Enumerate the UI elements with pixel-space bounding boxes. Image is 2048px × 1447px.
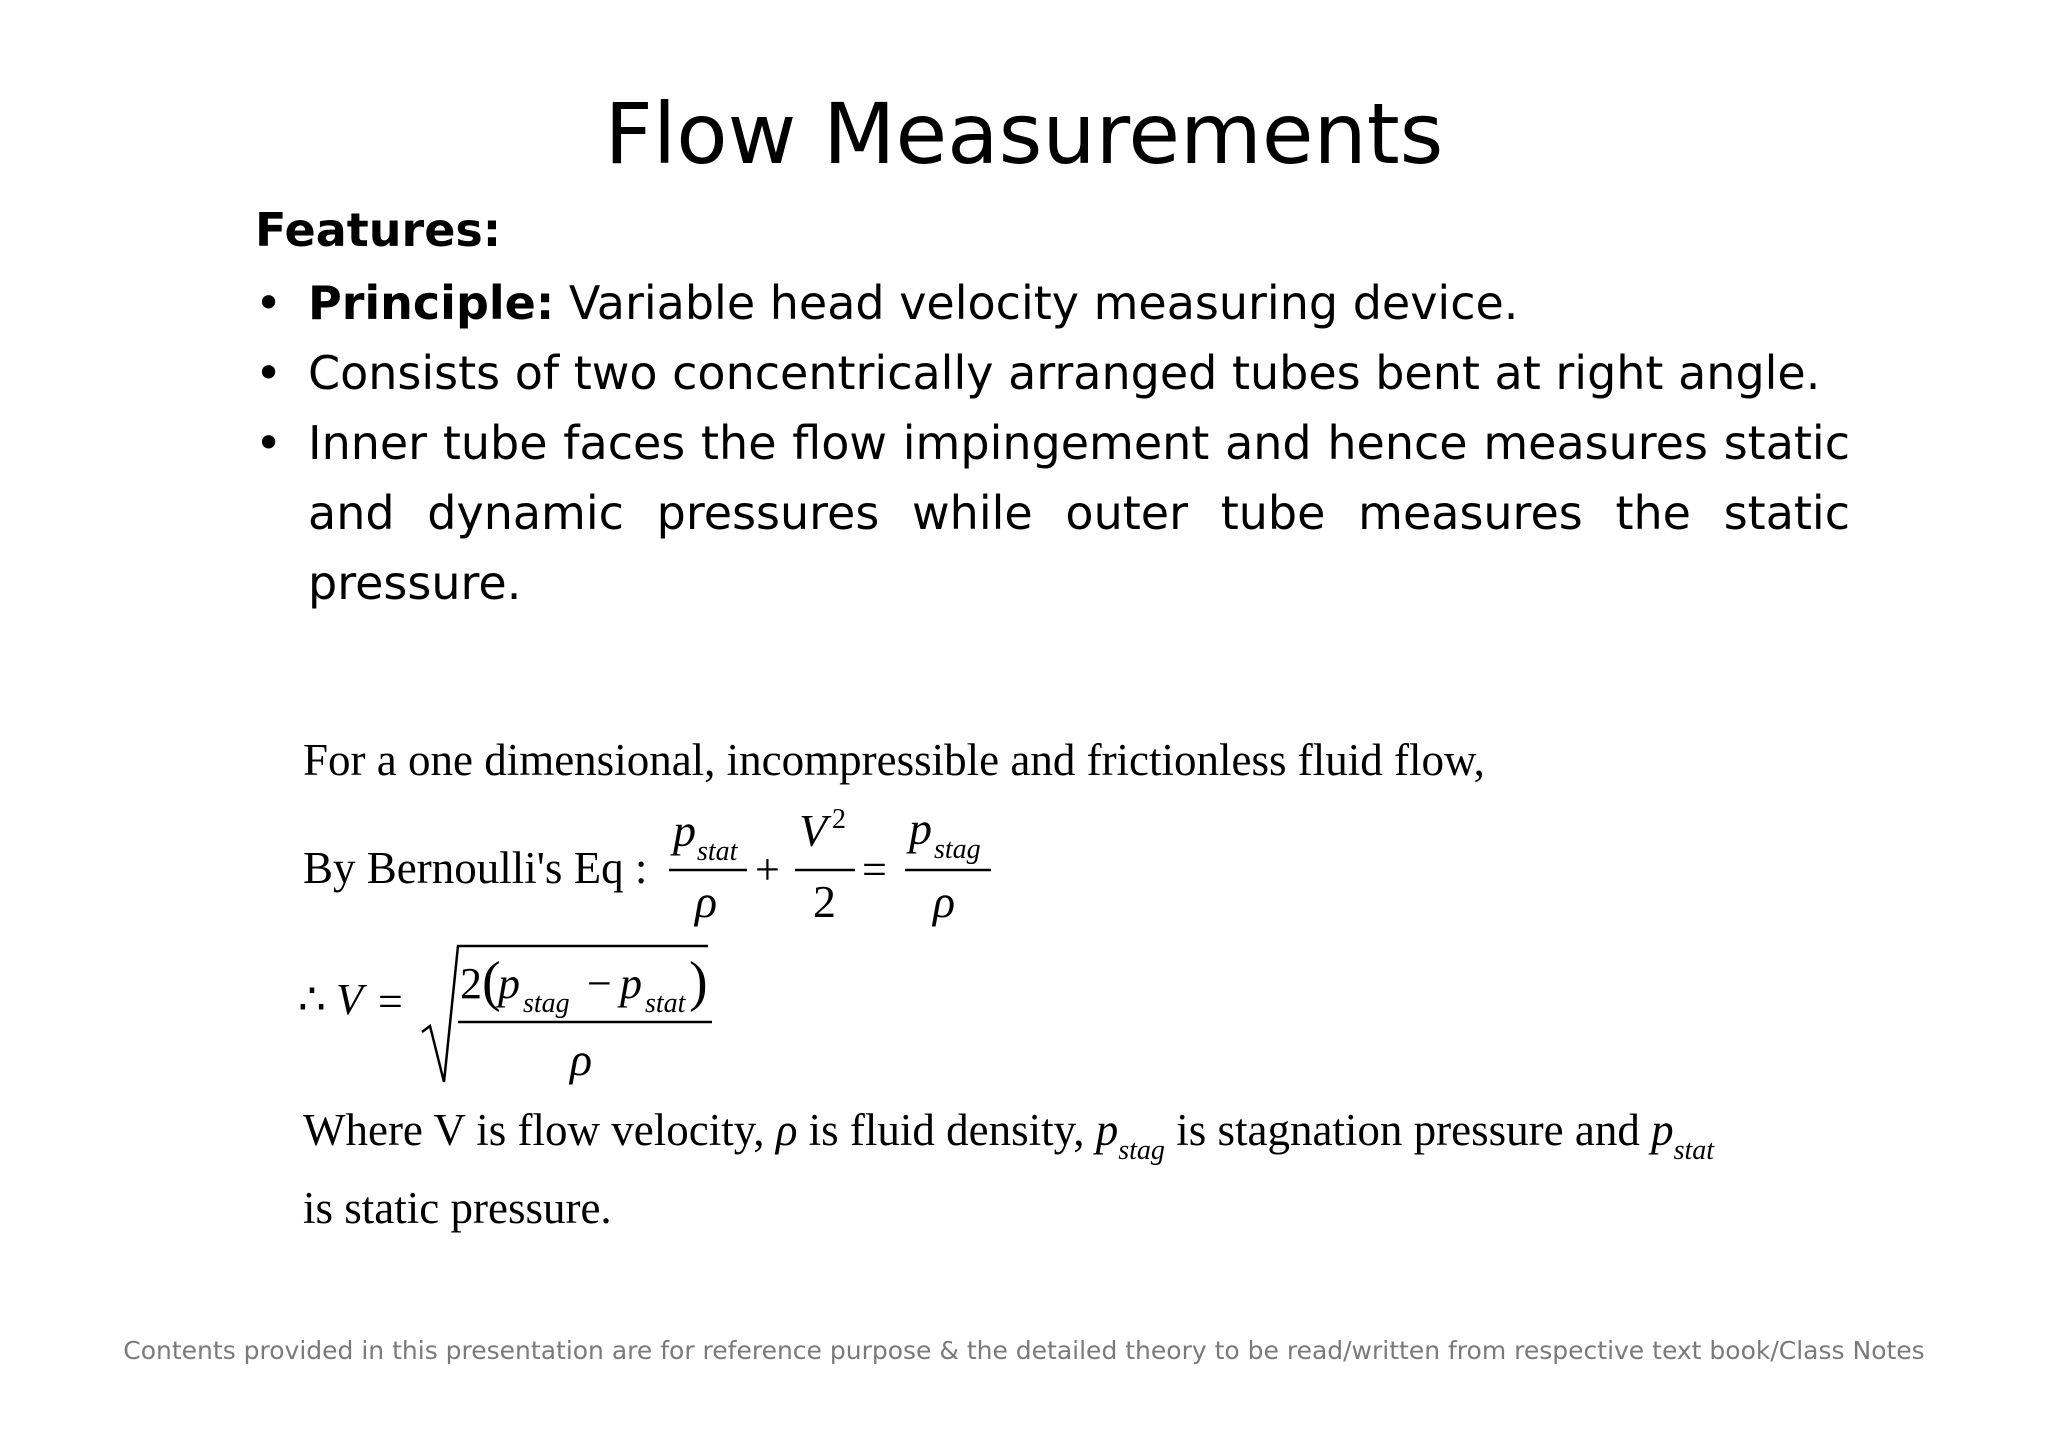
stat-subscript: stat	[1673, 1135, 1715, 1166]
definition-text: is fluid density,	[797, 1105, 1096, 1155]
bernoulli-label: By Bernoulli's Eq :	[303, 843, 648, 893]
velocity-equation	[298, 940, 758, 1100]
bullet-icon: •	[255, 346, 283, 400]
variable-definitions-continued: is static pressure.	[303, 1183, 612, 1233]
feature-item	[255, 268, 1850, 338]
p-symbol: p	[498, 959, 520, 1008]
numerator-two: 2	[460, 959, 482, 1008]
feature-item-bold: Principle:	[308, 276, 555, 330]
p-symbol: p	[909, 803, 932, 854]
slide-title: Flow Measurements	[604, 85, 1444, 183]
velocity-equation-svg	[298, 940, 758, 1100]
close-paren: )	[689, 951, 708, 1013]
bullet-icon: •	[255, 416, 283, 470]
exponent-two: 2	[832, 804, 846, 835]
p-symbol: p	[620, 959, 642, 1008]
p-symbol: p	[1651, 1105, 1674, 1155]
plus-sign: +	[755, 845, 780, 894]
stag-subscript: stag	[1118, 1135, 1165, 1166]
stat-subscript: stat	[645, 988, 686, 1019]
feature-item-text: Consists of two concentrically arranged tubes bent at right angle.	[308, 346, 1821, 400]
equals-sign: =	[862, 845, 887, 894]
rho-symbol: ρ	[933, 876, 956, 927]
flow-assumption-text: For a one dimensional, incompressible and frictionless fluid flow,	[303, 735, 1485, 785]
p-symbol: p	[673, 805, 696, 856]
disclaimer-footer: Contents provided in this presentation are for reference purpose & the detailed theory to be read/written from respective text book/Class Notes	[123, 1336, 1925, 1365]
v-symbol: V	[799, 805, 828, 856]
stag-subscript: stag	[934, 834, 981, 865]
definition-text: Where V is flow velocity,	[303, 1105, 776, 1155]
bullet-icon: •	[255, 276, 283, 330]
stat-subscript: stat	[697, 836, 738, 867]
denominator-two: 2	[813, 876, 836, 927]
feature-item-text: Inner tube faces the flow impingement and hence measures static and dynamic pressures while outer tube measures the static pressure.	[308, 416, 1850, 610]
feature-list	[255, 268, 1850, 618]
features-heading: Features:	[255, 203, 502, 257]
rho-symbol: ρ	[775, 1105, 798, 1155]
equals-sign: =	[378, 977, 403, 1026]
bernoulli-equation-svg	[303, 800, 1103, 950]
variable-definitions	[303, 1100, 1714, 1167]
v-symbol: V	[336, 975, 363, 1024]
minus-sign: −	[587, 959, 612, 1008]
rho-symbol: ρ	[695, 876, 718, 927]
rho-symbol: ρ	[570, 1034, 593, 1085]
open-paren: (	[482, 951, 501, 1013]
feature-item	[255, 338, 1850, 408]
stag-subscript: stag	[523, 988, 570, 1019]
bernoulli-equation	[303, 800, 1103, 950]
feature-item	[255, 408, 1850, 618]
p-symbol: p	[1095, 1105, 1119, 1155]
definition-text: is stagnation pressure and	[1164, 1105, 1652, 1155]
feature-item-text: Variable head velocity measuring device.	[554, 276, 1519, 330]
therefore-symbol: ∴	[298, 975, 326, 1024]
